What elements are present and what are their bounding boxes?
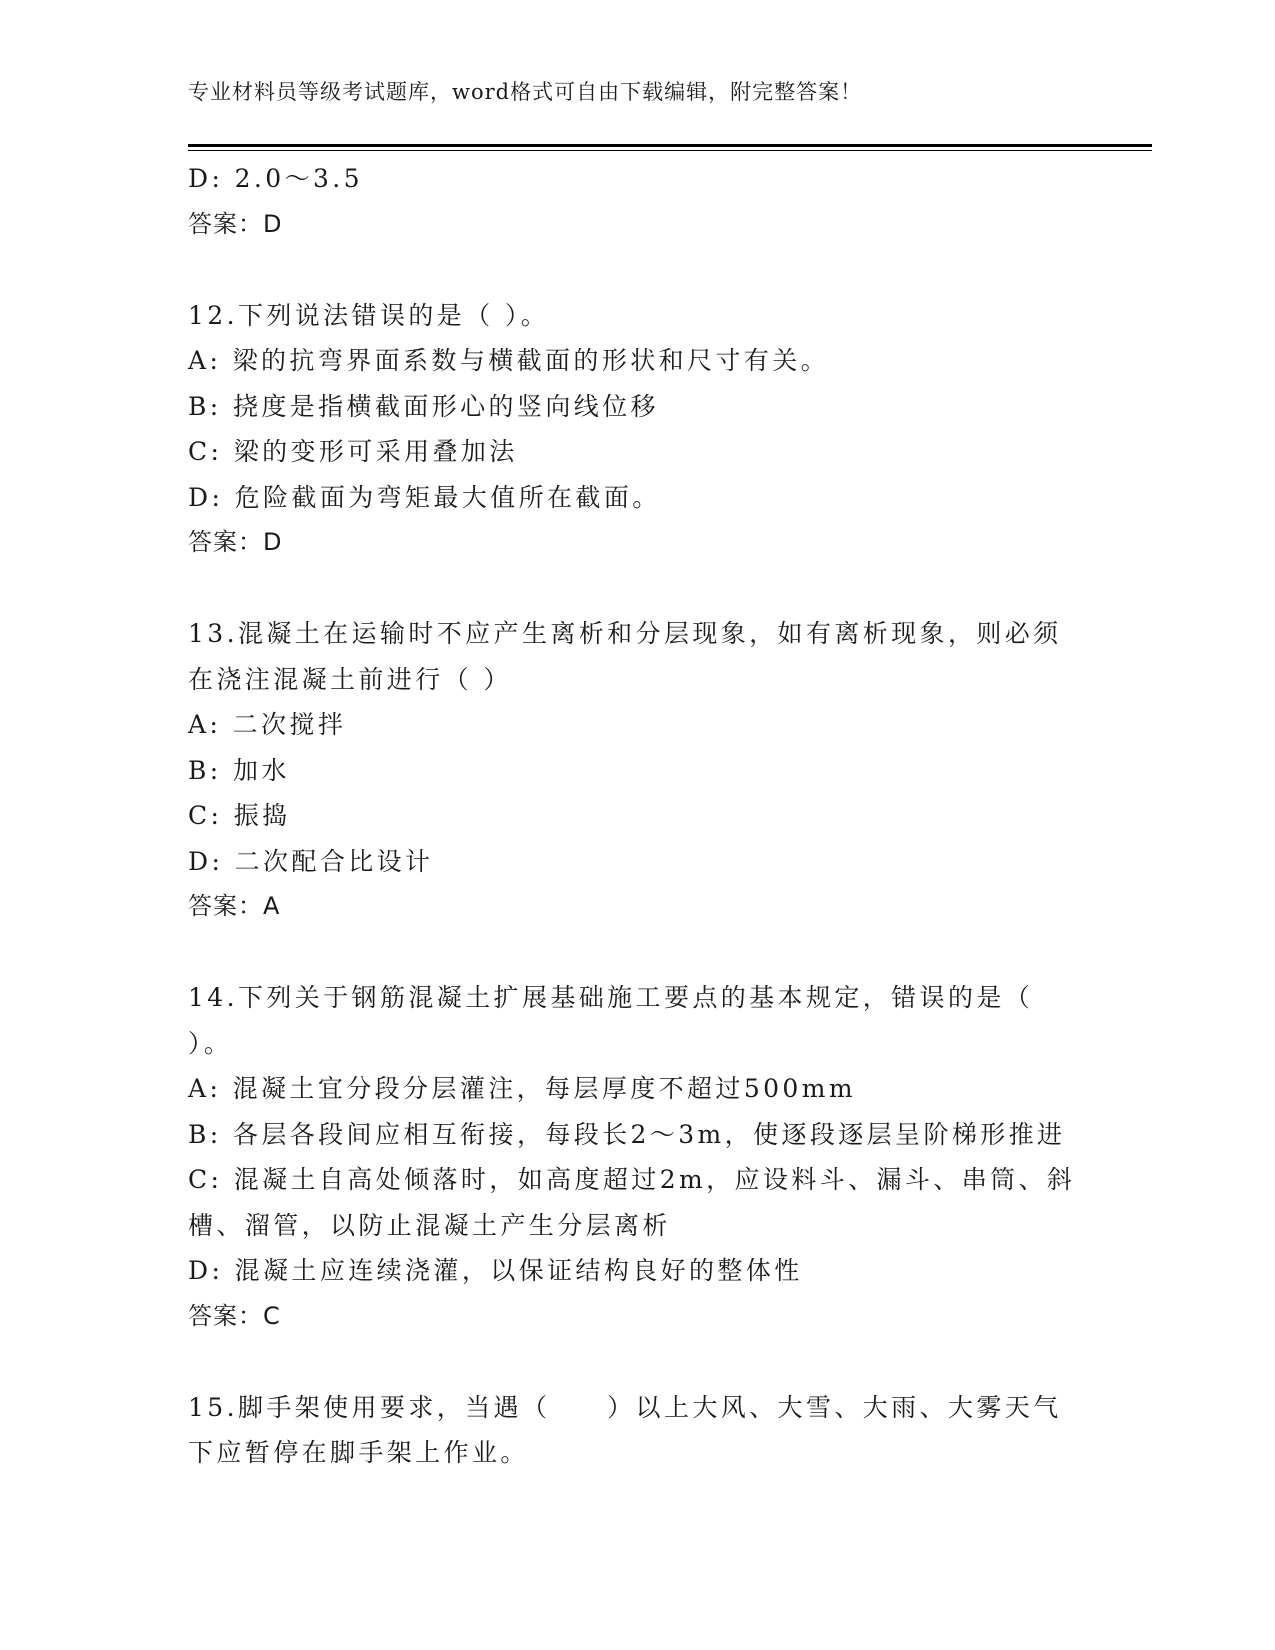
header-divider [188, 144, 1152, 147]
option-a: A: 混凝土宜分段分层灌注，每层厚度不超过500mm [188, 1074, 856, 1103]
option-d: D: 危险截面为弯矩最大值所在截面。 [188, 482, 661, 512]
spacer [188, 566, 1088, 612]
option-b: B: 加水 [188, 755, 290, 785]
header-divider-thin [188, 150, 1152, 151]
question-stem: 12.下列说法错误的是（ ）。 [188, 300, 550, 330]
question-stem-continued: 下应暂停在脚手架上作业。 [188, 1438, 529, 1467]
option-d: D: 2.0～3.5 [188, 164, 363, 193]
option-a: A: 二次搅拌 [188, 710, 347, 739]
option-c: C: 振捣 [188, 801, 291, 830]
question-stem: 15.脚手架使用要求，当遇（ ）以上大风、大雪、大雨、大雾天气 [188, 1392, 1062, 1422]
answer-line: 答案：A [188, 892, 281, 920]
question-stem-continued: 在浇注混凝土前进行（ ） [188, 664, 512, 694]
option-a: A: 梁的抗弯界面系数与横截面的形状和尺寸有关。 [188, 346, 830, 375]
option-d: D: 二次配合比设计 [188, 846, 434, 876]
question-stem: 13.混凝土在运输时不应产生离析和分层现象，如有离析现象，则必须 [188, 619, 1062, 648]
option-c: C: 梁的变形可采用叠加法 [188, 437, 518, 466]
option-b: B: 各层各段间应相互衔接，每段长2～3m，使逐段逐层呈阶梯形推进 [188, 1119, 1066, 1149]
spacer [188, 247, 1088, 293]
option-b: B: 挠度是指横截面形心的竖向线位移 [188, 391, 659, 421]
spacer [188, 1339, 1088, 1385]
answer-line: 答案：C [188, 1301, 281, 1330]
answer-line: 答案：D [188, 209, 283, 238]
answer-line: 答案：D [188, 528, 283, 556]
question-stem: 14.下列关于钢筋混凝土扩展基础施工要点的基本规定，错误的是（ [188, 983, 1034, 1012]
option-d: D: 混凝土应连续浇灌，以保证结构良好的整体性 [188, 1256, 803, 1285]
spacer [188, 930, 1088, 976]
page-header: 专业材料员等级考试题库，word格式可自由下载编辑，附完整答案！ [188, 80, 863, 104]
question-stem-continued: ）。 [188, 1028, 233, 1058]
option-c: C: 混凝土自高处倾落时，如高度超过2m，应设料斗、漏斗、串筒、斜 [188, 1165, 1076, 1194]
question-content [188, 156, 1088, 1476]
option-c-continued: 槽、溜管，以防止混凝土产生分层离析 [188, 1210, 671, 1240]
